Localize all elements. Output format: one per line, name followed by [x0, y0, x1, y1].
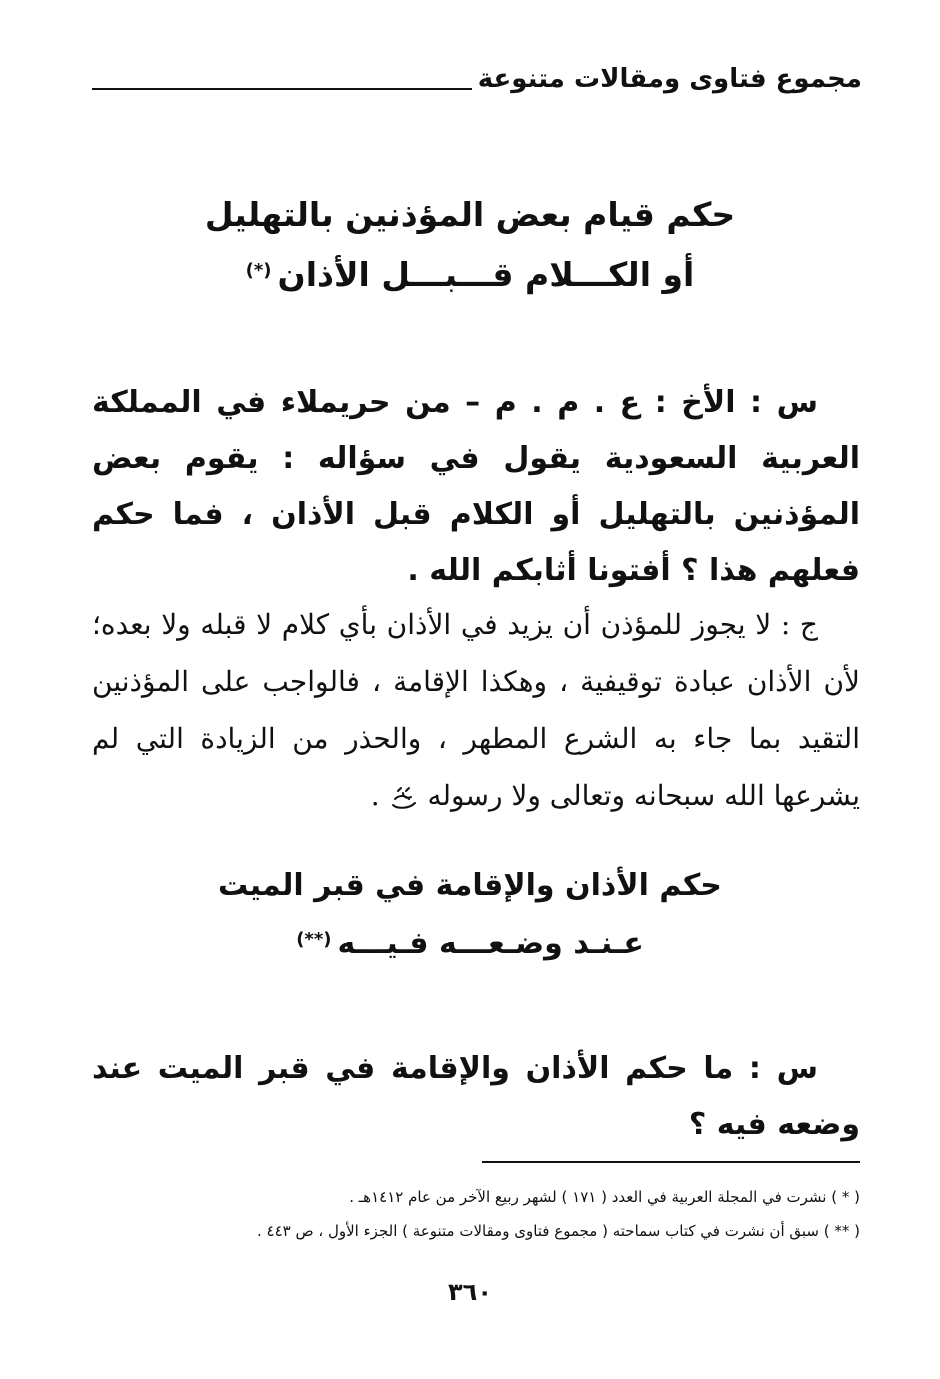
footnotes [200, 1180, 860, 1248]
footnote-2: ( ** ) سبق أن نشرت في كتاب سماحته ( مجموع فتاوى ومقالات متنوعة ) الجزء الأول ، ص ٤٤٣ . [256, 1222, 860, 1240]
running-header-rule [92, 88, 472, 90]
section-1-answer-text: ج : لا يجوز للمؤذن أن يزيد في الأذان بأي كلام لا قبله ولا بعده؛ لأن الأذان عبادة توقيفية ، وهكذا الإقامة ، فالواجب على المؤذنين التقيد بما جاء به الشرع المطهر ، والحذر من الزيادة التي لم يشرعها الله سبحانه وتعالى ولا رسوله [92, 608, 860, 812]
running-header [92, 58, 862, 98]
section-1-heading-line-2: أو الكـــلام قـــبـــل الأذان [277, 255, 695, 294]
section-1-answer-end: . [370, 779, 389, 812]
section-2-heading-line-2-wrap [150, 915, 790, 973]
footnote-marker-2: (**) [296, 929, 332, 950]
section-2-heading [150, 857, 790, 973]
salutation-glyph-icon [389, 785, 419, 811]
section-2-heading-line-2: عـنـد وضـعـــه فـيـــه [337, 926, 644, 961]
section-2-question: س : ما حكم الأذان والإقامة في قبر الميت عند وضعه فيه ؟ [92, 1051, 860, 1142]
footnote-1: ( * ) نشرت في المجلة العربية في العدد ( ١٧١ ) لشهر ربيع الآخر من عام ١٤١٢هـ . [349, 1188, 860, 1206]
section-2-heading-line-1: حكم الأذان والإقامة في قبر الميت [218, 868, 722, 903]
section-1-heading-line-2-wrap [150, 245, 790, 305]
running-header-title: مجموع فتاوى ومقالات متنوعة [477, 64, 862, 94]
section-1-heading-line-1: حكم قيام بعض المؤذنين بالتهليل [204, 195, 736, 234]
footnote-marker-1: (*) [245, 260, 272, 281]
section-1-answer [92, 596, 860, 824]
page-number: ٣٦٠ [448, 1278, 492, 1306]
section-1-heading [150, 185, 790, 305]
section-1-question: س : الأخ : ع . م . م – من حريملاء في المملكة العربية السعودية يقول في سؤاله : يقوم بعض المؤذنين بالتهليل أو الكلام قبل الأذان ، فما حكم فعلهم هذا ؟ أفتونا أثابكم الله . [92, 385, 860, 588]
footnote-separator [482, 1161, 860, 1163]
